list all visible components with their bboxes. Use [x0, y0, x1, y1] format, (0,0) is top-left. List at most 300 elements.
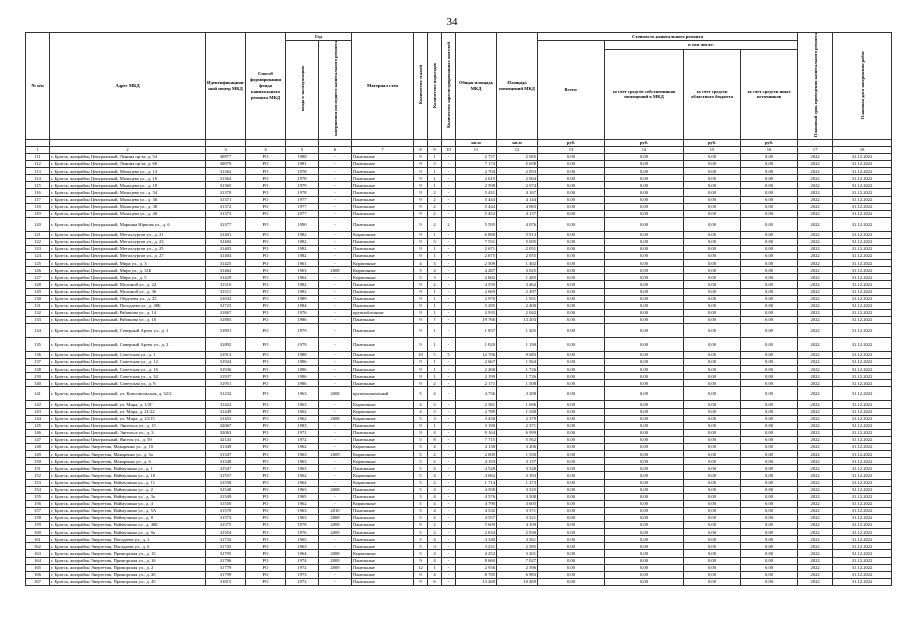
- cell-total-area: 2 671: [456, 245, 497, 252]
- cell-id: 31373: [206, 210, 246, 217]
- cell-planned-start: 2022: [798, 529, 833, 536]
- cell-premises-area: 3 508: [497, 493, 538, 500]
- cell-entrances: 4: [428, 500, 442, 507]
- cell-residents: -: [442, 578, 456, 585]
- cell-total-cost: 0,00: [538, 302, 605, 309]
- cell-year-commission: 1963: [286, 543, 319, 550]
- column-number: 18: [833, 146, 892, 153]
- cell-premises-area: 2 042: [497, 309, 538, 316]
- cell-total-cost: 0,00: [538, 465, 605, 472]
- cell-total-area: 3 285: [456, 302, 497, 309]
- cell-address: г. Братск, жилрайон Энергетик, Наймушина ул., д. 1: [50, 465, 206, 472]
- cell-regional-budget: 0,00: [684, 472, 741, 479]
- cell-planned-end: 31.12.2022: [833, 436, 892, 443]
- cell-id: 31779: [206, 564, 246, 571]
- cell-premises-area: 3 525: [497, 486, 538, 493]
- cell-floors: 9: [414, 309, 428, 316]
- cell-no: 147: [26, 436, 50, 443]
- cell-planned-start: 2022: [798, 189, 833, 196]
- cell-entrances: 2: [428, 522, 442, 529]
- cell-regional-budget: 0,00: [684, 324, 741, 338]
- cell-other-sources: 0,00: [741, 316, 798, 323]
- cell-total-cost: 0,00: [538, 288, 605, 295]
- cell-premises-area: 2 053: [497, 168, 538, 175]
- cell-year-commission: 1972: [286, 436, 319, 443]
- cell-fund-method: РО: [246, 429, 286, 436]
- cell-planned-start: 2022: [798, 500, 833, 507]
- cell-address: г. Братск, жилрайон Энергетик, Наймушина ул., д. 2: [50, 486, 206, 493]
- cell-entrances: 3: [428, 238, 442, 245]
- cell-floors: 4: [414, 401, 428, 408]
- header-no: № п/п: [26, 33, 50, 140]
- header-year-commission: ввода в эксплуатацию: [286, 41, 319, 140]
- cell-total-cost: 0,00: [538, 359, 605, 366]
- cell-year-last-repair: 2009: [319, 451, 352, 458]
- cell-premises-area: 2 065: [497, 153, 538, 160]
- cell-floors: 9: [414, 245, 428, 252]
- cell-id: 31377: [206, 217, 246, 231]
- cell-no: 112: [26, 161, 50, 168]
- cell-entrances: 2: [428, 217, 442, 231]
- cell-year-last-repair: -: [319, 324, 352, 338]
- cell-year-last-repair: -: [319, 288, 352, 295]
- cell-id: 31425: [206, 260, 246, 267]
- cell-entrances: 1: [428, 182, 442, 189]
- cell-planned-end: 31.12.2022: [833, 210, 892, 217]
- cell-total-cost: 0,00: [538, 161, 605, 168]
- cell-floors: 9: [414, 253, 428, 260]
- cell-fund-method: РО: [246, 486, 286, 493]
- cell-year-last-repair: 2008: [319, 550, 352, 557]
- cell-other-sources: 0,00: [741, 324, 798, 338]
- cell-walls-material: Панельные: [352, 338, 414, 352]
- cell-owners-funds: 0,00: [605, 324, 684, 338]
- cell-owners-funds: 0,00: [605, 175, 684, 182]
- cell-other-sources: 0,00: [741, 550, 798, 557]
- cell-walls-material: Кирпичные: [352, 260, 414, 267]
- cell-walls-material: Кирпичные: [352, 444, 414, 451]
- cell-planned-end: 31.12.2022: [833, 472, 892, 479]
- cell-id: 31364: [206, 175, 246, 182]
- cell-id: 31745: [206, 543, 246, 550]
- cell-planned-end: 31.12.2022: [833, 203, 892, 210]
- cell-floors: 5: [414, 550, 428, 557]
- table-row: [26, 415, 892, 422]
- cell-address: г. Братск, жилрайон Центральный, Мальцева ул., д. 16: [50, 175, 206, 182]
- cell-planned-start: 2022: [798, 408, 833, 415]
- cell-total-cost: 0,00: [538, 380, 605, 387]
- cell-other-sources: 0,00: [741, 288, 798, 295]
- cell-address: г. Братск, жилрайон Центральный, Металлургов ул., д. 27: [50, 253, 206, 260]
- cell-id: 30877: [206, 153, 246, 160]
- cell-walls-material: Панельные: [352, 182, 414, 189]
- cell-fund-method: РО: [246, 543, 286, 550]
- cell-regional-budget: 0,00: [684, 316, 741, 323]
- column-number: 14: [605, 146, 684, 153]
- cell-year-commission: 1963: [286, 387, 319, 401]
- cell-owners-funds: 0,00: [605, 238, 684, 245]
- cell-fund-method: РО: [246, 274, 286, 281]
- cell-address: г. Братск, жилрайон Центральный, Энгельса ул., д. 3: [50, 429, 206, 436]
- cell-premises-area: 13 203: [497, 316, 538, 323]
- cell-planned-end: 31.12.2022: [833, 267, 892, 274]
- cell-premises-area: 1 726: [497, 373, 538, 380]
- cell-entrances: 1: [428, 288, 442, 295]
- cell-planned-end: 31.12.2022: [833, 196, 892, 203]
- unit-owners: руб.: [605, 139, 684, 146]
- cell-premises-area: 9 683: [497, 352, 538, 359]
- cell-total-area: 9 164: [456, 429, 497, 436]
- cell-year-last-repair: -: [319, 153, 352, 160]
- cell-owners-funds: 0,00: [605, 429, 684, 436]
- cell-residents: -: [442, 302, 456, 309]
- cell-address: г. Братск, жилрайон Энергетик, Макаренко ул., д. 5а: [50, 451, 206, 458]
- cell-year-last-repair: -: [319, 217, 352, 231]
- cell-residents: -: [442, 522, 456, 529]
- cell-planned-end: 31.12.2022: [833, 564, 892, 571]
- cell-floors: 9: [414, 366, 428, 373]
- cell-total-cost: 0,00: [538, 436, 605, 443]
- cell-entrances: 4: [428, 267, 442, 274]
- cell-regional-budget: 0,00: [684, 564, 741, 571]
- cell-owners-funds: 0,00: [605, 231, 684, 238]
- cell-regional-budget: 0,00: [684, 352, 741, 359]
- cell-owners-funds: 0,00: [605, 189, 684, 196]
- cell-year-commission: 1982: [286, 238, 319, 245]
- cell-year-last-repair: -: [319, 295, 352, 302]
- cell-floors: 9: [414, 324, 428, 338]
- cell-year-commission: 1962: [286, 500, 319, 507]
- cell-planned-start: 2022: [798, 522, 833, 529]
- cell-total-area: 4 576: [456, 493, 497, 500]
- cell-owners-funds: 0,00: [605, 578, 684, 585]
- cell-other-sources: 0,00: [741, 168, 798, 175]
- cell-walls-material: Панельные: [352, 373, 414, 380]
- cell-residents: -: [442, 231, 456, 238]
- cell-year-commission: 1982: [286, 245, 319, 252]
- cell-planned-end: 31.12.2022: [833, 260, 892, 267]
- cell-owners-funds: 0,00: [605, 153, 684, 160]
- cell-floors: 9: [414, 288, 428, 295]
- cell-premises-area: 2 400: [497, 302, 538, 309]
- cell-residents: -: [442, 479, 456, 486]
- cell-planned-end: 31.12.2022: [833, 324, 892, 338]
- cell-total-area: 5 595: [456, 217, 497, 231]
- cell-id: 31557: [206, 472, 246, 479]
- cell-address: г. Братск, жилрайон Центральный, Мира ул., д. 31Б: [50, 267, 206, 274]
- cell-other-sources: 0,00: [741, 479, 798, 486]
- cell-total-cost: 0,00: [538, 182, 605, 189]
- cell-no: 127: [26, 274, 50, 281]
- cell-total-area: 4 252: [456, 550, 497, 557]
- cell-premises-area: 3 183: [497, 472, 538, 479]
- cell-other-sources: 0,00: [741, 274, 798, 281]
- cell-total-cost: 0,00: [538, 550, 605, 557]
- cell-total-cost: 0,00: [538, 238, 605, 245]
- cell-year-commission: 1962: [286, 415, 319, 422]
- header-address: Адрес МКД: [50, 33, 206, 140]
- cell-entrances: 4: [428, 458, 442, 465]
- cell-walls-material: Панельные: [352, 536, 414, 543]
- cell-residents: -: [442, 203, 456, 210]
- cell-entrances: 1: [428, 168, 442, 175]
- cell-floors: 5: [414, 274, 428, 281]
- cell-address: г. Братск, жилрайон Энергетик, Макаренко ул., д. 6: [50, 458, 206, 465]
- cell-floors: 9: [414, 203, 428, 210]
- cell-entrances: 7: [428, 316, 442, 323]
- cell-total-area: 5 431: [456, 189, 497, 196]
- table-row: [26, 571, 892, 578]
- cell-residents: -: [442, 493, 456, 500]
- cell-floors: 9: [414, 196, 428, 203]
- table-row: [26, 387, 892, 401]
- cell-entrances: 1: [428, 366, 442, 373]
- cell-total-area: 4 340: [456, 536, 497, 543]
- cell-owners-funds: 0,00: [605, 387, 684, 401]
- cell-residents: -: [442, 189, 456, 196]
- cell-no: 143: [26, 408, 50, 415]
- cell-walls-material: Панельные: [352, 153, 414, 160]
- cell-total-area: 2 757: [456, 153, 497, 160]
- cell-year-last-repair: 2010: [319, 507, 352, 514]
- cell-premises-area: 3 462: [497, 281, 538, 288]
- cell-planned-start: 2022: [798, 543, 833, 550]
- cell-other-sources: 0,00: [741, 231, 798, 238]
- cell-year-last-repair: 2009: [319, 557, 352, 564]
- cell-other-sources: 0,00: [741, 210, 798, 217]
- cell-no: 167: [26, 578, 50, 585]
- cell-no: 116: [26, 189, 50, 196]
- cell-fund-method: РО: [246, 168, 286, 175]
- cell-entrances: 4: [428, 429, 442, 436]
- table-row: [26, 444, 892, 451]
- cell-year-last-repair: -: [319, 203, 352, 210]
- cell-total-area: 4 558: [456, 486, 497, 493]
- cell-planned-start: 2022: [798, 295, 833, 302]
- cell-year-commission: 1984: [286, 302, 319, 309]
- cell-other-sources: 0,00: [741, 260, 798, 267]
- header-entrances: Количество подъездов: [428, 33, 442, 140]
- cell-owners-funds: 0,00: [605, 203, 684, 210]
- cell-floors: 9: [414, 217, 428, 231]
- cell-walls-material: Панельные: [352, 514, 414, 521]
- cell-residents: -: [442, 274, 456, 281]
- cell-id: 32143: [206, 436, 246, 443]
- cell-planned-end: 31.12.2022: [833, 253, 892, 260]
- cell-total-cost: 0,00: [538, 507, 605, 514]
- cell-regional-budget: 0,00: [684, 422, 741, 429]
- cell-total-cost: 0,00: [538, 486, 605, 493]
- cell-residents: -: [442, 422, 456, 429]
- cell-residents: -: [442, 267, 456, 274]
- cell-floors: 9: [414, 338, 428, 352]
- cell-residents: -: [442, 486, 456, 493]
- cell-planned-start: 2022: [798, 415, 833, 422]
- cell-no: 156: [26, 500, 50, 507]
- cell-regional-budget: 0,00: [684, 245, 741, 252]
- cell-total-area: 2 171: [456, 380, 497, 387]
- cell-fund-method: РО: [246, 522, 286, 529]
- table-row: [26, 288, 892, 295]
- table-row: [26, 429, 892, 436]
- cell-premises-area: 1 508: [497, 380, 538, 387]
- cell-year-commission: 1986: [286, 316, 319, 323]
- cell-owners-funds: 0,00: [605, 550, 684, 557]
- cell-total-area: 3 190: [456, 422, 497, 429]
- table-row: [26, 182, 892, 189]
- cell-premises-area: 5 658: [497, 161, 538, 168]
- cell-planned-start: 2022: [798, 429, 833, 436]
- cell-total-cost: 0,00: [538, 260, 605, 267]
- header-other-sources: за счет средств иных источников: [741, 49, 798, 139]
- cell-residents: -: [442, 366, 456, 373]
- column-number: 11: [456, 146, 497, 153]
- cell-total-cost: 0,00: [538, 196, 605, 203]
- cell-walls-material: Панельные: [352, 543, 414, 550]
- cell-address: г. Братск, жилрайон Центральный, Ленина пр-кт, д. 54: [50, 153, 206, 160]
- cell-floors: 9: [414, 557, 428, 564]
- cell-residents: -: [442, 380, 456, 387]
- cell-other-sources: 0,00: [741, 557, 798, 564]
- cell-year-commission: 1962: [286, 408, 319, 415]
- cell-total-cost: 0,00: [538, 253, 605, 260]
- cell-address: г. Братск, жилрайон Энергетик, Наймушина ул., д. 3а: [50, 493, 206, 500]
- cell-year-last-repair: -: [319, 429, 352, 436]
- cell-address: г. Братск, жилрайон Энергетик, Наймушина ул., д. 4: [50, 500, 206, 507]
- cell-floors: 5: [414, 514, 428, 521]
- cell-total-cost: 0,00: [538, 422, 605, 429]
- cell-no: 151: [26, 465, 50, 472]
- cell-other-sources: 0,00: [741, 401, 798, 408]
- cell-other-sources: 0,00: [741, 465, 798, 472]
- cell-premises-area: 5 913: [497, 231, 538, 238]
- header-planned-start: Плановый срок проведения капитального ремонта: [798, 33, 833, 140]
- cell-id: 31924: [206, 359, 246, 366]
- cell-planned-end: 31.12.2022: [833, 380, 892, 387]
- cell-planned-start: 2022: [798, 366, 833, 373]
- cell-premises-area: 2 064: [497, 175, 538, 182]
- cell-year-commission: 1963: [286, 401, 319, 408]
- cell-floors: 9: [414, 422, 428, 429]
- cell-entrances: 1: [428, 422, 442, 429]
- table-row: [26, 231, 892, 238]
- cell-owners-funds: 0,00: [605, 458, 684, 465]
- cell-fund-method: РО: [246, 415, 286, 422]
- cell-regional-budget: 0,00: [684, 231, 741, 238]
- cell-no: 150: [26, 458, 50, 465]
- cell-year-commission: 1977: [286, 196, 319, 203]
- cell-address: г. Братск, жилрайон Центральный, ул. Мира, д. 21/22: [50, 408, 206, 415]
- cell-year-commission: 1979: [286, 338, 319, 352]
- cell-year-last-repair: -: [319, 338, 352, 352]
- cell-entrances: 2: [428, 196, 442, 203]
- cell-year-commission: 1979: [286, 182, 319, 189]
- cell-regional-budget: 0,00: [684, 415, 741, 422]
- cell-planned-end: 31.12.2022: [833, 415, 892, 422]
- cell-planned-end: 31.12.2022: [833, 274, 892, 281]
- cell-regional-budget: 0,00: [684, 217, 741, 231]
- cell-residents: -: [442, 543, 456, 550]
- cell-address: г. Братск, жилрайон Центральный, Северный Артек ул., д. 1: [50, 324, 206, 338]
- cell-fund-method: РО: [246, 422, 286, 429]
- cell-planned-start: 2022: [798, 479, 833, 486]
- table-row: [26, 253, 892, 260]
- cell-regional-budget: 0,00: [684, 161, 741, 168]
- unit-total-area: кв.м: [456, 139, 497, 146]
- cell-owners-funds: 0,00: [605, 557, 684, 564]
- cell-entrances: 4: [428, 493, 442, 500]
- column-number: 2: [50, 146, 206, 153]
- cell-other-sources: 0,00: [741, 415, 798, 422]
- cell-premises-area: 1 696: [497, 401, 538, 408]
- cell-owners-funds: 0,00: [605, 267, 684, 274]
- cell-other-sources: 0,00: [741, 153, 798, 160]
- cell-residents: -: [442, 387, 456, 401]
- cell-year-commission: 1982: [286, 281, 319, 288]
- cell-id: 31362: [206, 168, 246, 175]
- cell-total-cost: 0,00: [538, 338, 605, 352]
- cell-total-cost: 0,00: [538, 401, 605, 408]
- cell-premises-area: 3 025: [497, 267, 538, 274]
- cell-residents: -: [442, 238, 456, 245]
- cell-fund-method: РО: [246, 500, 286, 507]
- cell-year-last-repair: -: [319, 260, 352, 267]
- cell-premises-area: 2 074: [497, 182, 538, 189]
- cell-id: 31632: [206, 295, 246, 302]
- cell-id: 31449: [206, 408, 246, 415]
- cell-planned-start: 2022: [798, 514, 833, 521]
- cell-no: 124: [26, 253, 50, 260]
- cell-no: 149: [26, 451, 50, 458]
- cell-fund-method: РО: [246, 295, 286, 302]
- cell-year-commission: 1963: [286, 267, 319, 274]
- cell-premises-area: 1 273: [497, 479, 538, 486]
- cell-entrances: 2: [428, 479, 442, 486]
- cell-premises-area: 3 137: [497, 458, 538, 465]
- table-row: [26, 153, 892, 160]
- cell-regional-budget: 0,00: [684, 458, 741, 465]
- cell-other-sources: 0,00: [741, 189, 798, 196]
- cell-address: г. Братск, жилрайон Энергетик, Наймушина ул., д. 10: [50, 472, 206, 479]
- table-row: [26, 422, 892, 429]
- cell-residents: -: [442, 161, 456, 168]
- cell-owners-funds: 0,00: [605, 415, 684, 422]
- cell-planned-end: 31.12.2022: [833, 168, 892, 175]
- repair-register-table: [25, 32, 892, 586]
- cell-walls-material: Панельные: [352, 522, 414, 529]
- cell-total-area: 4 528: [456, 465, 497, 472]
- cell-year-last-repair: -: [319, 536, 352, 543]
- cell-premises-area: 1 550: [497, 451, 538, 458]
- table-row: [26, 210, 892, 217]
- cell-total-area: 2 675: [456, 253, 497, 260]
- cell-residents: -: [442, 168, 456, 175]
- cell-address: г. Братск, жилрайон Центральный, Мальцева ул., д. 40: [50, 210, 206, 217]
- cell-address: г. Братск, жилрайон Центральный, ул. Комсомольская, д. 32/2: [50, 387, 206, 401]
- cell-total-cost: 0,00: [538, 543, 605, 550]
- cell-residents: -: [442, 182, 456, 189]
- cell-total-cost: 0,00: [538, 493, 605, 500]
- cell-fund-method: РО: [246, 451, 286, 458]
- cell-total-cost: 0,00: [538, 444, 605, 451]
- cell-no: 166: [26, 571, 50, 578]
- cell-address: г. Братск, жилрайон Центральный, Металлургов ул., д. 25: [50, 245, 206, 252]
- cell-planned-end: 31.12.2022: [833, 458, 892, 465]
- cell-other-sources: 0,00: [741, 238, 798, 245]
- cell-total-area: 4 790: [456, 500, 497, 507]
- cell-regional-budget: 0,00: [684, 465, 741, 472]
- cell-total-area: 2 789: [456, 408, 497, 415]
